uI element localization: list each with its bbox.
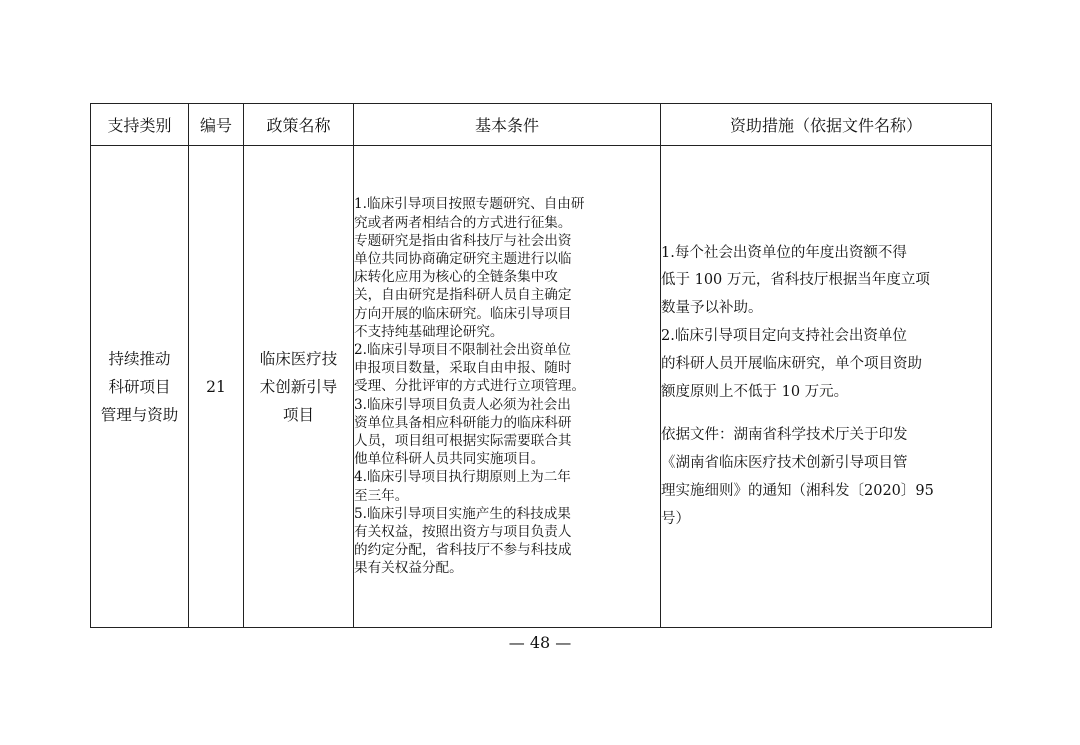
condition-line: 关，自由研究是指科研人员自主确定: [354, 287, 572, 304]
category-line: 管理与资助: [100, 405, 179, 424]
condition-line: 不支持纯基础理论研究。: [354, 323, 504, 340]
policy-name-line: 术创新引导: [259, 377, 338, 396]
measure-line: 额度原则上不低于 10 万元。: [661, 383, 849, 400]
cell-support-category: [91, 146, 189, 628]
condition-line: 至三年。: [354, 487, 409, 504]
cell-funding-measures: [661, 146, 992, 628]
policy-name-line: 临床医疗技: [259, 349, 338, 368]
basis-line: 《湖南省临床医疗技术创新引导项目管: [661, 455, 908, 472]
policy-number: 21: [206, 377, 226, 396]
cell-basic-conditions: [354, 146, 661, 628]
condition-line: 受理、分批评审的方式进行立项管理。: [354, 378, 586, 395]
header-basic-conditions: 基本条件: [354, 104, 661, 146]
cell-policy-name: [244, 146, 354, 628]
paragraph-gap: [661, 406, 991, 422]
category-line: 持续推动: [108, 349, 171, 368]
condition-line: 申报项目数量，采取自由申报、随时: [354, 360, 572, 377]
condition-line: 究或者两者相结合的方式进行征集。: [354, 214, 572, 231]
condition-line: 5.临床引导项目实施产生的科技成果: [354, 505, 571, 522]
header-funding-measures: 资助措施（依据文件名称）: [661, 104, 992, 146]
condition-line: 的约定分配，省科技厅不参与科技成: [354, 542, 572, 559]
condition-line: 1.临床引导项目按照专题研究、自由研: [354, 196, 585, 213]
header-support-category: 支持类别: [91, 104, 189, 146]
measure-line: 的科研人员开展临床研究，单个项目资助: [661, 355, 922, 372]
condition-line: 方向开展的临床研究。临床引导项目: [354, 305, 572, 322]
measure-line: 2.临床引导项目定向支持社会出资单位: [661, 327, 907, 344]
condition-line: 他单位科研人员共同实施项目。: [354, 451, 545, 468]
basis-line: 号）: [661, 510, 690, 527]
policy-name-line: 项目: [282, 405, 314, 424]
table-row: [91, 146, 992, 628]
condition-line: 2.临床引导项目不限制社会出资单位: [354, 341, 571, 358]
condition-line: 有关权益，按照出资方与项目负责人: [354, 524, 572, 541]
condition-line: 人员，项目组可根据实际需要联合其: [354, 433, 572, 449]
measure-line: 1.每个社会出资单位的年度出资额不得: [661, 244, 907, 261]
basis-line: 依据文件：湖南省科学技术厅关于印发: [661, 427, 908, 444]
condition-line: 3.临床引导项目负责人必须为社会出: [354, 396, 571, 413]
condition-line: 果有关权益分配。: [354, 560, 463, 577]
condition-line: 床转化应用为核心的全链条集中攻: [354, 269, 558, 286]
condition-line: 资单位具备相应科研能力的临床科研: [354, 414, 572, 431]
condition-line: 单位共同协商确定研究主题进行以临: [354, 250, 572, 267]
cell-number: [189, 146, 244, 628]
header-number: 编号: [189, 104, 244, 146]
condition-line: 4.临床引导项目执行期原则上为二年: [354, 469, 571, 486]
policy-table: [90, 103, 992, 628]
page-number: — 48 —: [508, 633, 572, 652]
condition-line: 专题研究是指由省科技厅与社会出资: [354, 232, 572, 249]
header-policy-name: 政策名称: [244, 104, 354, 146]
measure-line: 数量予以补助。: [661, 300, 763, 317]
category-line: 科研项目: [108, 377, 171, 396]
measure-line: 低于 100 万元，省科技厅根据当年度立项: [661, 272, 930, 289]
basis-line: 理实施细则》的通知（湘科发〔2020〕95: [661, 482, 934, 499]
table-header-row: [91, 104, 992, 146]
